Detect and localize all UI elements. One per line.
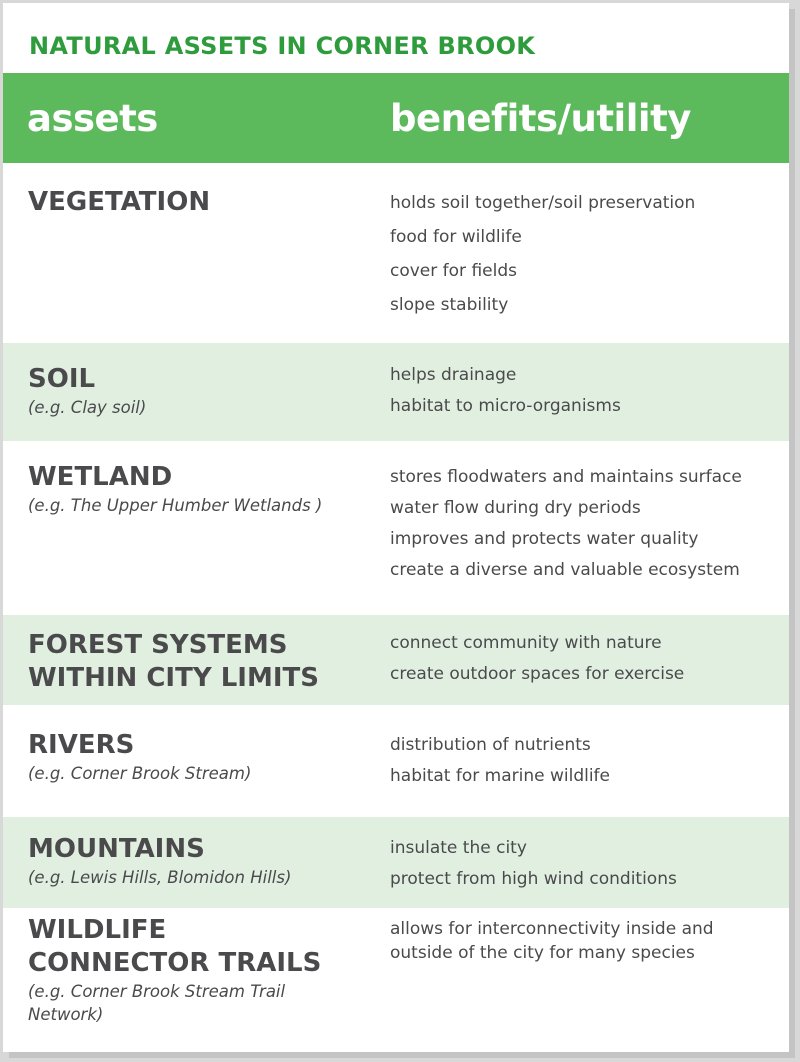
benefits-list: [390, 833, 785, 895]
table-row: [3, 441, 789, 615]
table-row: [3, 908, 789, 1052]
benefit-item: cover for fields: [390, 261, 517, 281]
asset-example: (e.g. The Upper Humber Wetlands ): [28, 496, 323, 515]
table-row: [3, 615, 789, 705]
table-row: [3, 705, 789, 817]
asset-name: VEGETATION: [28, 187, 211, 217]
benefit-item: holds soil together/soil preservation: [390, 193, 696, 213]
asset-name: SOIL: [28, 364, 96, 394]
asset-name: CONNECTOR TRAILS: [28, 948, 322, 978]
benefit-item: stores floodwaters and maintains surface: [390, 467, 742, 487]
benefit-item: water flow during dry periods: [390, 498, 641, 518]
assets-card: [3, 3, 789, 1052]
benefit-item: distribution of nutrients: [390, 735, 591, 755]
benefit-item: helps drainage: [390, 365, 517, 385]
asset-cell: [28, 629, 373, 695]
asset-example: (e.g. Clay soil): [28, 398, 147, 417]
asset-cell: [28, 729, 373, 785]
benefit-item: habitat for marine wildlife: [390, 766, 610, 786]
asset-example: Network): [28, 1005, 104, 1024]
table-row: [3, 817, 789, 908]
asset-cell: [28, 186, 373, 219]
asset-example: (e.g. Corner Brook Stream): [28, 764, 252, 783]
table-header: [3, 73, 789, 163]
benefit-item: allows for interconnectivity inside and: [390, 919, 714, 939]
benefit-item: improves and protects water quality: [390, 529, 699, 549]
asset-example: (e.g. Corner Brook Stream Trail: [28, 982, 286, 1001]
asset-name: MOUNTAINS: [28, 834, 205, 864]
asset-cell: [28, 461, 373, 517]
asset-name: WETLAND: [28, 462, 173, 492]
benefits-list: [390, 186, 785, 322]
asset-example: (e.g. Lewis Hills, Blomidon Hills): [28, 868, 292, 887]
benefits-list: [390, 917, 785, 965]
asset-name: WITHIN CITY LIMITS: [28, 663, 319, 693]
benefit-item: protect from high wind conditions: [390, 869, 677, 889]
header-benefits: benefits/utility: [390, 97, 691, 140]
benefit-item: connect community with nature: [390, 633, 662, 653]
benefit-item: create outdoor spaces for exercise: [390, 664, 685, 684]
benefit-item: create a diverse and valuable ecosystem: [390, 560, 740, 580]
asset-name: FOREST SYSTEMS: [28, 630, 288, 660]
table-row: [3, 343, 789, 441]
benefit-item: outside of the city for many species: [390, 943, 695, 963]
page-title: NATURAL ASSETS IN CORNER BROOK: [29, 32, 536, 60]
header-assets: assets: [27, 97, 158, 140]
asset-name: RIVERS: [28, 730, 135, 760]
benefits-list: [390, 360, 785, 422]
asset-cell: [28, 914, 373, 1026]
benefit-item: slope stability: [390, 295, 509, 315]
benefits-list: [390, 462, 785, 586]
benefit-item: habitat to micro-organisms: [390, 396, 621, 416]
benefits-list: [390, 730, 785, 792]
benefit-item: insulate the city: [390, 838, 527, 858]
asset-cell: [28, 363, 373, 419]
asset-name: WILDLIFE: [28, 915, 167, 945]
asset-cell: [28, 833, 373, 889]
benefits-list: [390, 628, 785, 690]
benefit-item: food for wildlife: [390, 227, 522, 247]
table-row: [3, 163, 789, 343]
